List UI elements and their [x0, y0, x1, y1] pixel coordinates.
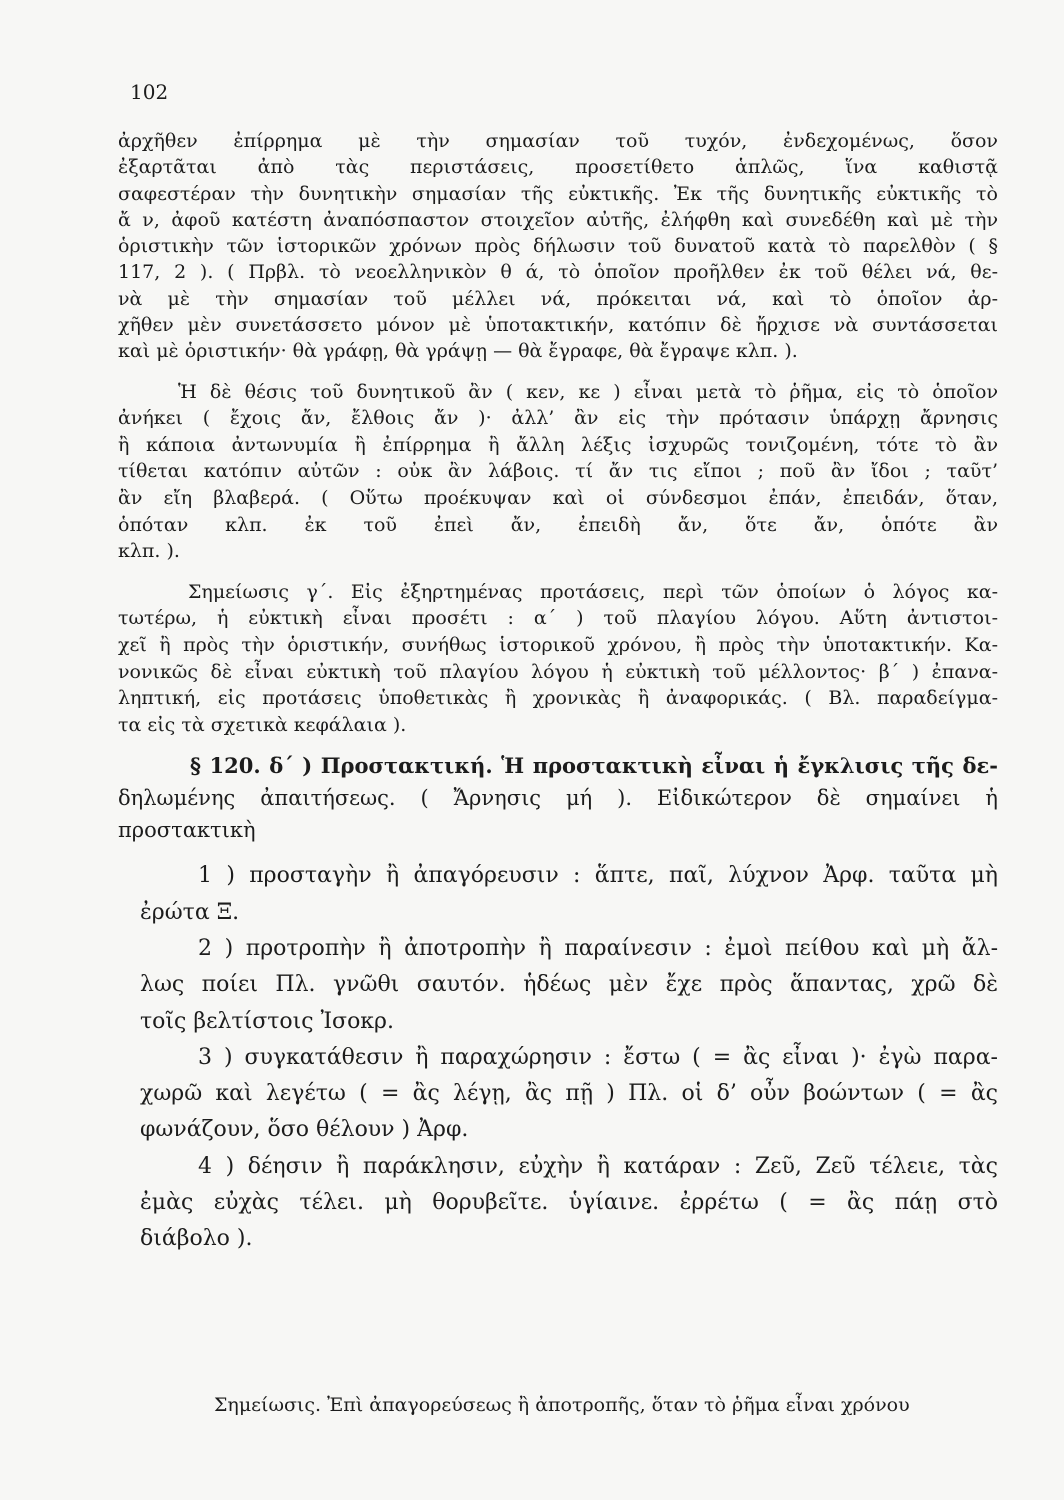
paragraph-position-of-an [118, 379, 998, 565]
text-line: ἂν εἴη βλαβερά. ( Οὕτω προέκυψαν καὶ οἱ σύνδεσμοι ἐπάν, ἐπειδάν, ὅταν, [118, 487, 998, 510]
paragraph-note-gamma [118, 579, 998, 739]
text-line: δηλωμένης ἀπαιτήσεως. ( Ἄρνησις μή ). Εἰδικώτερον δὲ σημαίνει ἡ [118, 786, 998, 811]
list-item: 3 ) συγκατάθεσιν ἢ παραχώρησιν : ἔστω ( = ἂς εἶναι )· ἐγὼ παρα- [198, 1044, 998, 1070]
text-line: ἀρχῆθεν ἐπίρρημα μὲ τὴν σημασίαν τοῦ τυχόν, ἐνδεχομένως, ὅσον [118, 130, 998, 152]
list-item: φωνάζουν, ὅσο θέλουν ) Ἀρφ. [140, 1117, 469, 1143]
text-line: Σημείωσις. Ἐπὶ ἀπαγορεύσεως ἢ ἀποτροπῆς, ὅταν τὸ ῥῆμα εἶναι χρόνου [214, 1394, 910, 1416]
list-item: 1 ) προσταγὴν ἢ ἀπαγόρευσιν : ἅπτε, παῖ, λύχνον Ἀρφ. ταῦτα μὴ [198, 863, 998, 889]
list-item: ἐρώτα Ξ. [140, 899, 240, 925]
paragraph-optative-origin [118, 128, 998, 365]
text-line: ὁπόταν κλπ. ἐκ τοῦ ἐπεὶ ἄν, ἐπειδὴ ἄν, ὅτε ἄν, ὁπότε ἂν [118, 513, 998, 536]
section-heading: § 120. δ΄ ) Προστακτική. Ἡ προστακτικὴ εἶναι ἡ ἔγκλισις τῆς δε- [190, 753, 998, 779]
section-120-imperative [118, 750, 998, 846]
final-note [214, 1392, 1004, 1418]
text-line: Ἡ δὲ θέσις τοῦ δυνητικοῦ ἂν ( κεν, κε ) εἶναι μετὰ τὸ ῥῆμα, εἰς τὸ ὁποῖον [178, 380, 998, 403]
list-item: διάβολο ). [140, 1226, 253, 1252]
text-line: νὰ μὲ τὴν σημασίαν τοῦ μέλλει νά, πρόκειται νά, καὶ τὸ ὁποῖον ἀρ- [118, 287, 998, 310]
text-line: τίθεται κατόπιν αὐτῶν : οὐκ ἂν λάβοις. τί ἄν τις εἴποι ; ποῦ ἂν ἴδοι ; ταῦτ’ [118, 460, 998, 483]
text-line: χῆθεν μὲν συνετάσσετο μόνον μὲ ὑποτακτικήν, κατόπιν δὲ ἤρχισε νὰ συντάσσεται [118, 314, 998, 337]
text-line: ἐξαρτᾶται ἀπὸ τὰς περιστάσεις, προσετίθετο ἁπλῶς, ἵνα καθιστᾷ [118, 156, 998, 179]
text-line: 117, 2 ). ( Πρβλ. τὸ νεοελληνικὸν θ ά, τὸ ὁποῖον προῆλθεν ἐκ τοῦ θέλει νά, θε- [118, 261, 998, 284]
list-item: τοῖς βελτίστοις Ἰσοκρ. [140, 1008, 394, 1034]
text-line: Σημείωσις γ΄. Εἰς ἐξηρτημένας προτάσεις, περὶ τῶν ὁποίων ὁ λόγος κα- [188, 580, 998, 603]
text-line: χεῖ ἢ πρὸς τὴν ὁριστικήν, συνήθως ἱστορικοῦ χρόνου, ἢ πρὸς τὴν ὑποτακτικήν. Κα- [118, 634, 998, 657]
text-line: κλπ. ). [118, 540, 180, 563]
text-line: τωτέρω, ἡ εὐκτικὴ εἶναι προσέτι : α΄ ) τοῦ πλαγίου λόγου. Αὕτη ἀντιστοι- [118, 607, 998, 630]
page-number: 102 [130, 80, 169, 104]
list-item: λως ποίει Πλ. γνῶθι σαυτόν. ἡδέως μὲν ἔχε πρὸς ἅπαντας, χρῶ δὲ [140, 972, 998, 998]
text-line: τα εἰς τὰ σχετικὰ κεφάλαια ). [118, 713, 407, 736]
text-line: ἀνήκει ( ἔχοις ἄν, ἔλθοις ἄν )· ἀλλ’ ἂν εἰς τὴν πρότασιν ὑπάρχῃ ἄρνησις [118, 407, 998, 430]
page-body [118, 128, 998, 1258]
list-item: 2 ) προτροπὴν ἢ ἀποτροπὴν ἢ παραίνεσιν : ἐμοὶ πείθου καὶ μὴ ἄλ- [198, 935, 998, 961]
text-line: ὁριστικὴν τῶν ἱστορικῶν χρόνων πρὸς δήλωσιν τοῦ δυνατοῦ κατὰ τὸ παρελθὸν ( § [118, 235, 998, 258]
list-item: 4 ) δέησιν ἢ παράκλησιν, εὐχὴν ἢ κατάραν : Ζεῦ, Ζεῦ τέλειε, τὰς [198, 1153, 998, 1179]
text-line: προστακτικὴ [118, 818, 256, 843]
text-line: σαφεστέραν τὴν δυνητικὴν σημασίαν τῆς εὐκτικῆς. Ἐκ τῆς δυνητικῆς εὐκτικῆς τὸ [118, 182, 998, 205]
list-item: ἐμὰς εὐχὰς τέλει. μὴ θορυβεῖτε. ὑγίαινε. ἐρρέτω ( = ἂς πάῃ στὸ [140, 1190, 998, 1216]
text-line: ἢ κάποια ἀντωνυμία ἢ ἐπίρρημα ἢ ἄλλη λέξις ἰσχυρῶς τονιζομένη, τότε τὸ ἂν [118, 433, 998, 456]
list-item: χωρῶ καὶ λεγέτω ( = ἂς λέγῃ, ἂς πῇ ) Πλ. οἱ δ’ οὖν βοώντων ( = ἂς [140, 1081, 998, 1107]
imperative-uses-list [118, 858, 998, 1257]
text-line: ἄ ν, ἀφοῦ κατέστη ἀναπόσπαστον στοιχεῖον αὐτῆς, ἐλήφθη καὶ συνεδέθη καὶ μὲ τὴν [118, 208, 998, 231]
text-line: νονικῶς δὲ εἶναι εὐκτικὴ τοῦ πλαγίου λόγου ἡ εὐκτικὴ τοῦ μέλλοντος· β΄ ) ἐπανα- [118, 660, 998, 683]
text-line: ληπτική, εἰς προτάσεις ὑποθετικὰς ἢ χρονικὰς ἢ ἀναφορικάς. ( Βλ. παραδείγμα- [118, 687, 998, 710]
text-line: καὶ μὲ ὁριστικήν· θὰ γράφῃ, θὰ γράψῃ — θὰ ἔγραφε, θὰ ἔγραψε κλπ. ). [118, 340, 798, 363]
